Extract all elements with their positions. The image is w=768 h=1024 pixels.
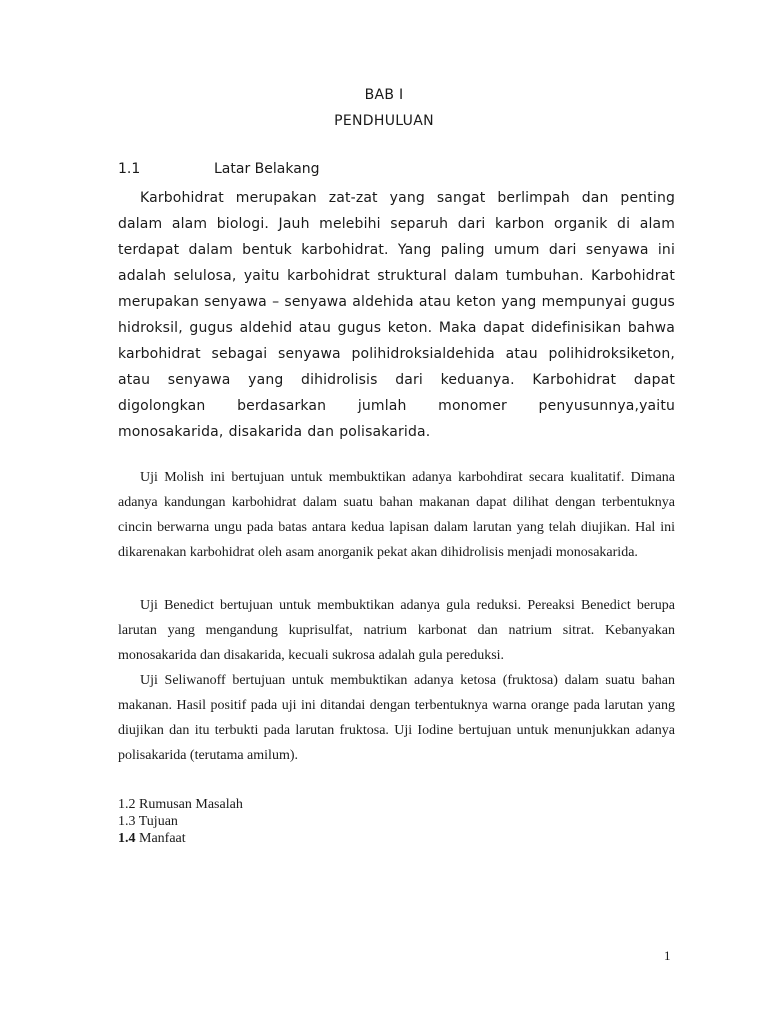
subsection-rumusan-masalah	[118, 796, 243, 813]
subsection-number: 1.3	[118, 814, 136, 829]
section-number: 1.1	[118, 161, 141, 177]
paragraph-karbohidrat: Karbohidrat merupakan zat-zat yang sangat berlimpah dan penting dalam alam biologi. Jauh melebihi separuh dari karbon organik di alam terdapat dalam bentuk karbohidrat. Yang paling umum dari senyawa ini adalah selulosa, yaitu karbohidrat struktural dalam tumbuhan. Karbohidrat merupakan senyawa – senyawa aldehida atau keton yang mempunyai gugus hidroksil, gugus aldehid atau gugus keton. Maka dapat didefinisikan bahwa karbohidrat sebagai senyawa polihidroksialdehida atau polihidroksiketon, atau senyawa yang dihidrolisis dari keduanya. Karbohidrat dapat digolongkan berdasarkan jumlah monomer penyusunnya,yaitu monosakarida, disakarida dan polisakarida.	[118, 190, 675, 440]
subsection-title: Manfaat	[139, 831, 186, 846]
chapter-title: PENDHULUAN	[334, 113, 434, 129]
subsection-tujuan	[118, 813, 243, 830]
section-heading	[118, 161, 320, 177]
subsection-manfaat	[118, 830, 243, 847]
subsection-title: Rumusan Masalah	[139, 797, 243, 812]
page-number: 1	[664, 948, 671, 963]
chapter-number: BAB I	[364, 87, 404, 103]
subsection-number: 1.4	[118, 831, 136, 846]
subsection-number: 1.2	[118, 797, 136, 812]
paragraph-uji-seliwanoff: Uji Seliwanoff bertujuan untuk membuktikan adanya ketosa (fruktosa) dalam suatu bahan makanan. Hasil positif pada uji ini ditandai dengan terbentuknya warna orange pada larutan yang diujikan dan itu terbukti pada larutan fruktosa. Uji Iodine bertujuan untuk menunjukkan adanya polisakarida (terutama amilum).	[118, 673, 675, 763]
section-title: Latar Belakang	[214, 161, 320, 177]
subsection-list	[118, 796, 243, 847]
paragraph-uji-benedict: Uji Benedict bertujuan untuk membuktikan adanya gula reduksi. Pereaksi Benedict berupa larutan yang mengandung kuprisulfat, natrium karbonat dan natrium sitrat. Kebanyakan monosakarida dan disakarida, kecuali sukrosa adalah gula pereduksi.	[118, 598, 675, 663]
subsection-title: Tujuan	[138, 814, 178, 829]
paragraph-uji-molish: Uji Molish ini bertujuan untuk membuktikan adanya karbohdirat secara kualitatif. Dimana adanya kandungan karbohidrat dalam suatu bahan makanan dapat dilihat dengan terbentuknya cincin berwarna ungu pada batas antara kedua lapisan dalam larutan yang telah diujikan. Hal ini dikarenakan karbohidrat oleh asam anorganik pekat akan dihidrolisis menjadi monosakarida.	[118, 470, 675, 560]
